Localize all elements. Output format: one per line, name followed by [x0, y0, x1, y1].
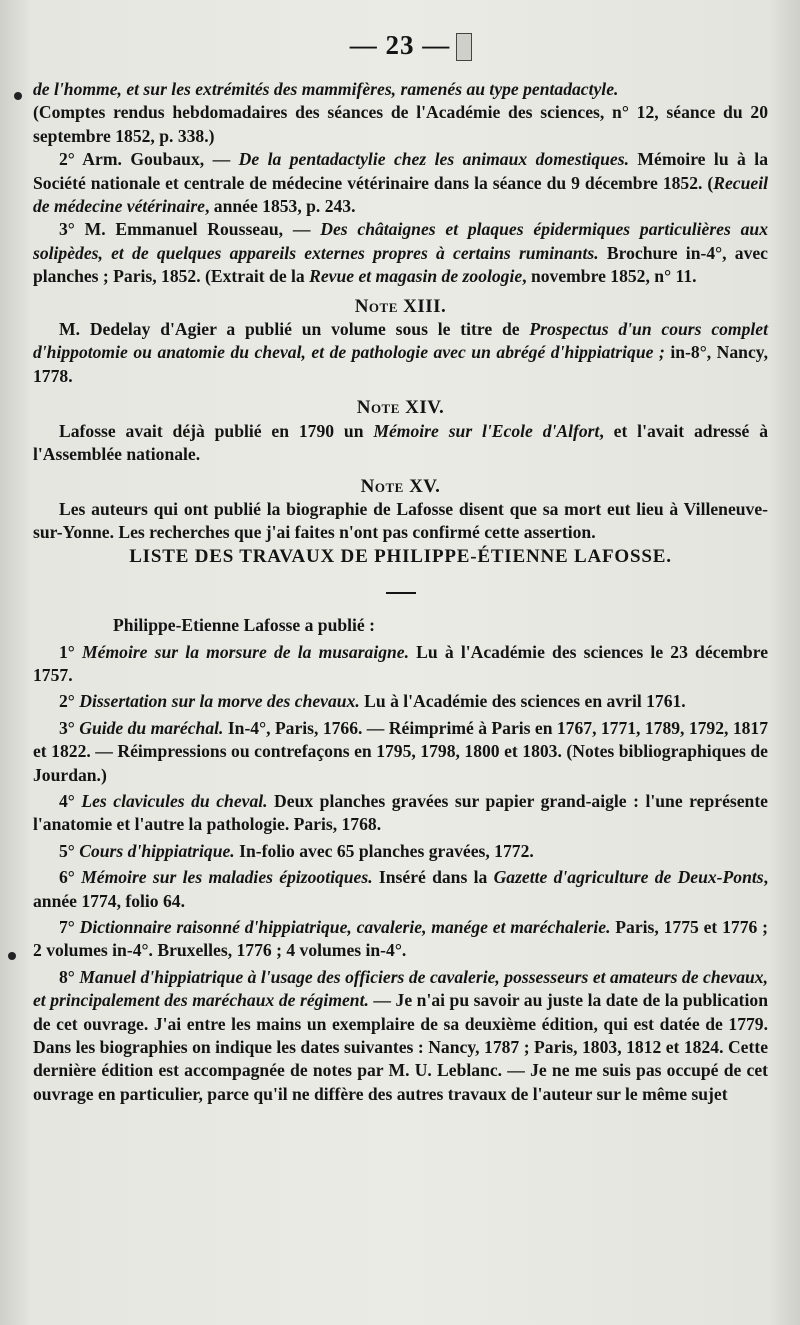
- paragraph: (Comptes rendus hebdomadaires des séances de l'Académie des sciences, n° 12, séance du 20 septembre 1852, p. 338.): [33, 102, 768, 146]
- item-number: 2°: [59, 691, 80, 712]
- italic-text: de l'homme, et sur les extrémités des mammifères, ramenés au type pentadactyle.: [33, 79, 619, 99]
- item-number: 4°: [59, 790, 82, 811]
- work-title: Mémoire sur les maladies épizootiques.: [81, 867, 373, 888]
- text: 3° M. Emmanuel Rousseau, —: [59, 219, 321, 240]
- list-item: [33, 641, 768, 688]
- work-title: Mémoire sur la morsure de la musaraigne.: [82, 641, 410, 662]
- paragraph: [33, 148, 768, 218]
- item-text: In-4°, Paris, 1766. — Réimprimé à Paris en 1767, 1771, 1789, 1792, 1817 et 1822. — Réimpressions ou contrefaçons en 1795, 1798, 1800 et 1803. (Notes bibliographiques de Jourdan.): [33, 717, 769, 785]
- item-text: Lu à l'Académie des sciences le 23 décembre 1757.: [33, 641, 769, 685]
- text: 2° Arm. Goubaux, —: [59, 149, 239, 170]
- work-title: Mémoire sur l'Ecole d'Alfort: [373, 420, 600, 441]
- text: Brochure in-4°, avec planches ; Paris, 1852. (Extrait de la: [33, 242, 768, 287]
- paragraph: [33, 420, 768, 467]
- work-title: Manuel d'hippiatrique à l'usage des officiers de cavalerie, possesseurs et amateurs de chevaux, et principalement des maréchaux de régiment.: [33, 966, 768, 1011]
- note-heading: Note XV.: [360, 475, 441, 497]
- text: in-8°, Nancy, 1778.: [33, 342, 768, 386]
- list-item: [33, 840, 768, 863]
- list-intro: Philippe-Etienne Lafosse a publié :: [113, 615, 375, 636]
- item-text: , année 1774, folio 64.: [33, 867, 769, 911]
- work-title: Des châtaignes et plaques épidermiques particulières aux solipèdes, et de quelques appareils externes propres à certains ruminants.: [33, 219, 768, 263]
- item-number: 3°: [59, 717, 80, 738]
- item-text: Inséré dans la: [372, 867, 494, 888]
- work-title: Cours d'hippiatrique.: [79, 840, 235, 861]
- list-item: [33, 717, 768, 787]
- item-number: 6°: [59, 867, 82, 888]
- note-heading: Note XIII.: [354, 295, 447, 317]
- list-item: [33, 916, 768, 963]
- item-number: 5°: [59, 840, 80, 861]
- work-title: Dictionnaire raisonné d'hippiatrique, cavalerie, manége et maréchalerie.: [79, 917, 611, 937]
- paragraph: [33, 318, 768, 388]
- list-item: [33, 690, 768, 713]
- section-title: LISTE DES TRAVAUX DE PHILIPPE-ÉTIENNE LAFOSSE.: [129, 545, 672, 567]
- paragraph: Les auteurs qui ont publié la biographie de Lafosse disent que sa mort eut lieu à Villeneuve-sur-Yonne. Les recherches que j'ai faites n'ont pas confirmé cette assertion.: [33, 498, 768, 543]
- paragraph: [33, 218, 768, 288]
- text: , novembre 1852, n° 11.: [522, 266, 697, 287]
- item-number: 7°: [59, 917, 80, 937]
- work-title: De la pentadactylie chez les animaux domestiques.: [238, 149, 629, 170]
- page-number: — 23 —: [349, 30, 451, 60]
- work-title: Guide du maréchal.: [79, 717, 224, 738]
- source-title: Gazette d'agriculture de Deux-Ponts: [493, 867, 764, 888]
- item-number: 8°: [59, 966, 80, 987]
- work-title: Dissertation sur la morve des chevaux.: [79, 691, 360, 712]
- list-item: [33, 866, 768, 913]
- text: , année 1853, p. 243.: [204, 196, 356, 217]
- ink-dot: [14, 92, 22, 100]
- list-item: [33, 966, 768, 1106]
- source-title: Recueil de médecine vétérinaire: [33, 172, 768, 217]
- source-title: Revue et magasin de zoologie: [309, 266, 523, 287]
- item-text: — Je n'ai pu savoir au juste la date de la publication de cet ouvrage. J'ai entre les mains un exemplaire de sa deuxième édition, qui est datée de 1779. Dans les biographies on indique les dates suivantes : Nancy, 1787 ; Paris, 1803, 1812 et 1824. Cette dernière édition est accompagnée de notes par M. U. Leblanc. — Je ne me suis pas occupé de cet ouvrage en particulier, parce qu'il ne diffère des autres travaux de l'auteur sur le même sujet: [33, 990, 768, 1104]
- text: Mémoire lu à la Société nationale et centrale de médecine vétérinaire dans la séance du 9 décembre 1852. (: [33, 149, 768, 193]
- item-text: Deux planches gravées sur papier grand-aigle : l'une représente l'anatomie et l'autre la pathologie. Paris, 1768.: [33, 790, 768, 835]
- note-heading: Note XIV.: [356, 397, 445, 419]
- item-text: Lu à l'Académie des sciences en avril 1761.: [359, 691, 686, 712]
- ink-dot: [8, 952, 16, 960]
- page-tab-mark: [456, 33, 472, 61]
- text: M. Dedelay d'Agier a publié un volume sous le titre de: [59, 319, 530, 340]
- item-text: Paris, 1775 et 1776 ; 2 volumes in-4°. Bruxelles, 1776 ; 4 volumes in-4°.: [33, 917, 768, 961]
- divider: [386, 592, 416, 594]
- paragraph: [33, 78, 768, 101]
- item-number: 1°: [59, 641, 83, 662]
- text: Lafosse avait déjà publié en 1790 un: [59, 420, 374, 441]
- work-title: Prospectus d'un cours complet d'hippotomie ou anatomie du cheval, et de pathologie avec un abrégé d'hippiatrique ;: [33, 319, 768, 363]
- work-title: Les clavicules du cheval.: [81, 790, 268, 811]
- item-text: In-folio avec 65 planches gravées, 1772.: [234, 840, 534, 861]
- page-body: [33, 78, 768, 1109]
- list-item: [33, 790, 768, 837]
- text: , et l'avait adressé à l'Assemblée nationale.: [33, 420, 768, 465]
